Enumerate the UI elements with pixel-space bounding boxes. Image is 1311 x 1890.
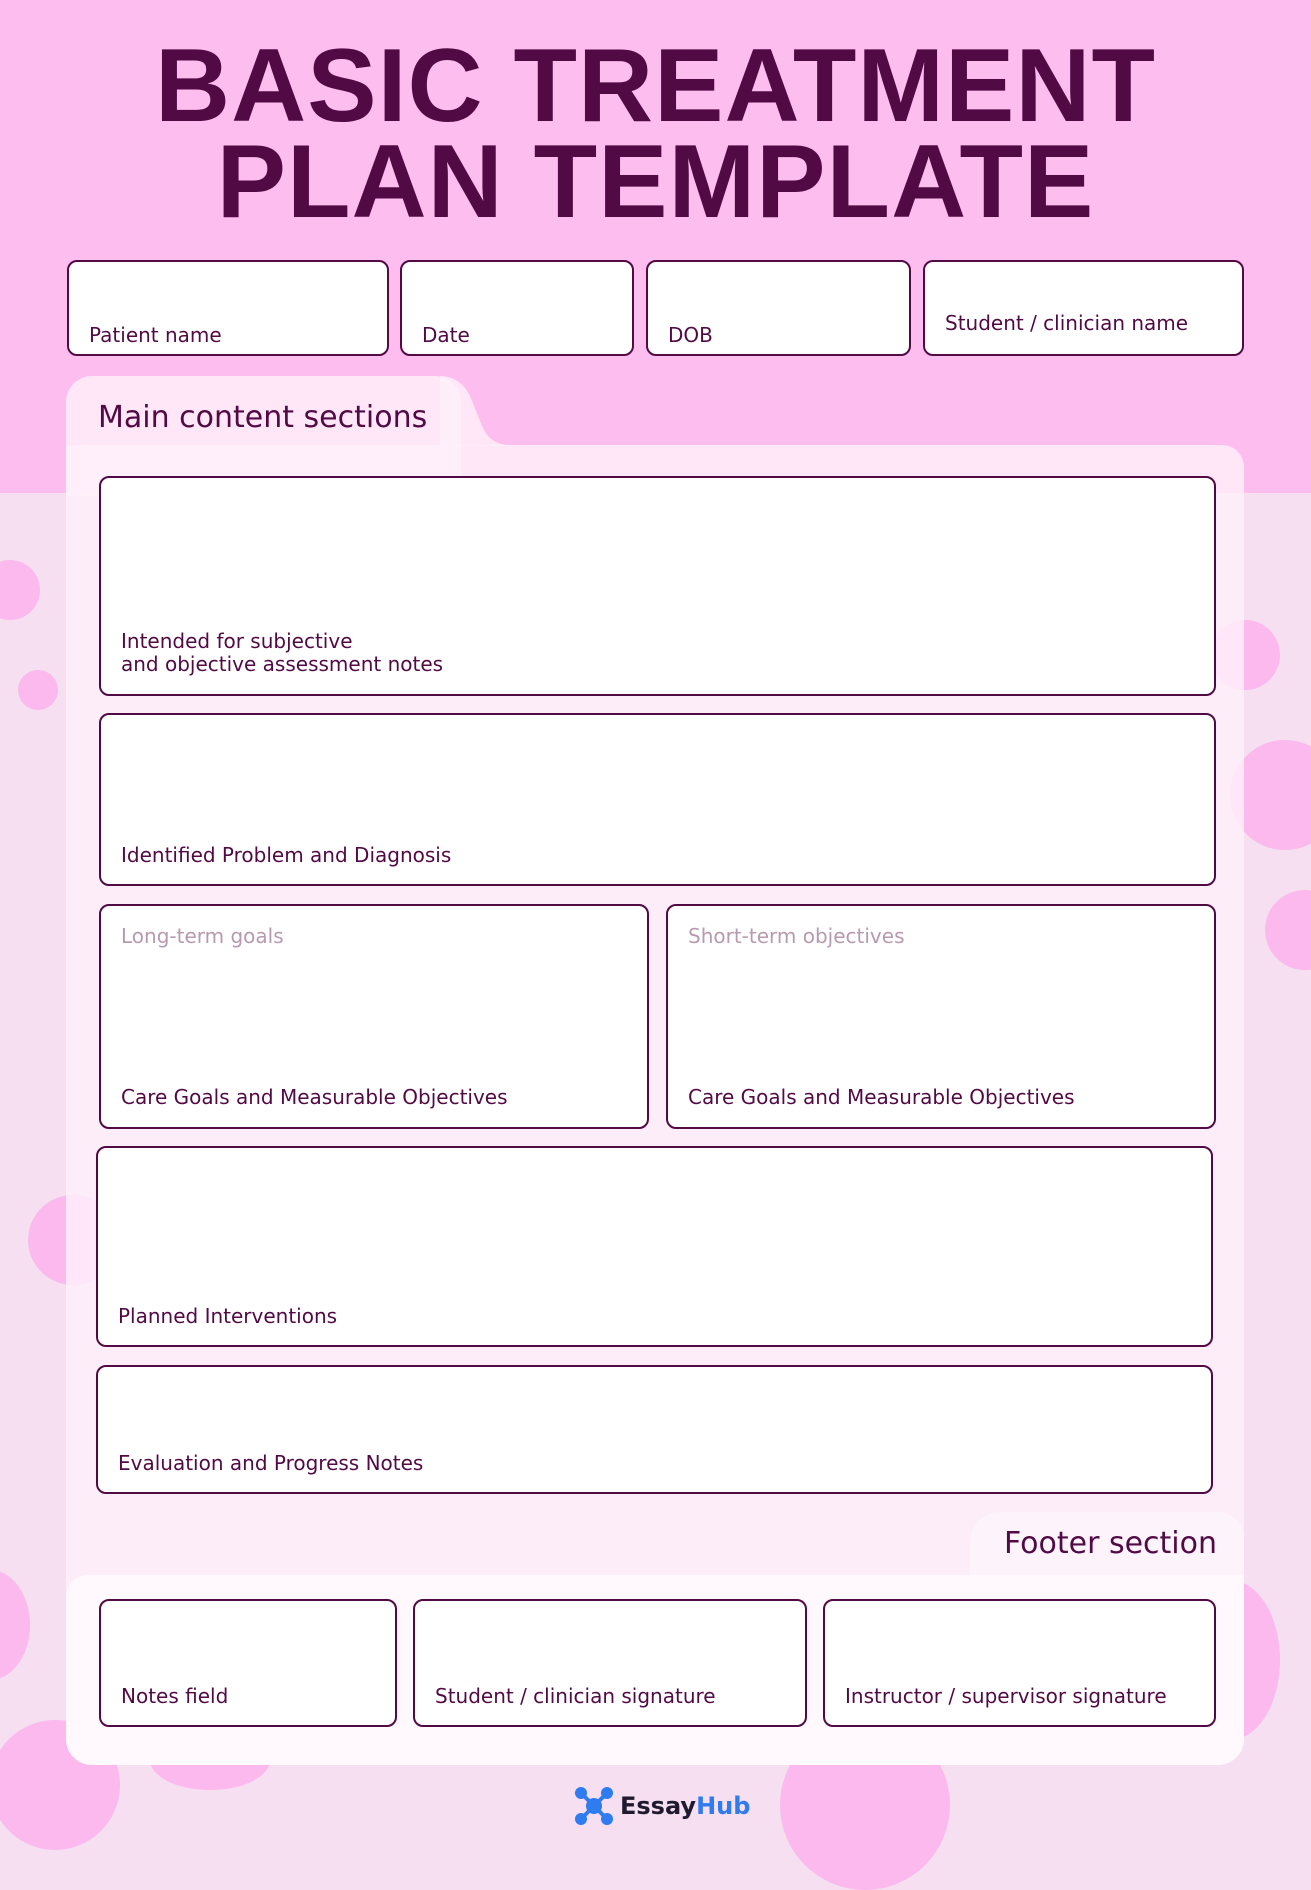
footer-heading: Footer section [1003,1526,1217,1561]
network-icon [574,1786,614,1826]
field-label: Identified Problem and Diagnosis [121,843,452,867]
decor-circle [0,560,40,620]
patient-name-field[interactable] [67,260,389,356]
date-field[interactable] [400,260,634,356]
field-label: DOB [668,323,713,347]
field-label: Instructor / supervisor signature [845,1684,1167,1708]
supervisor-signature-field[interactable] [823,1599,1216,1727]
field-label: Evaluation and Progress Notes [118,1451,424,1475]
logo-text-essay: Essay [620,1792,697,1820]
field-label: Patient name [89,323,222,347]
long-term-goals-field[interactable] [99,904,649,1129]
field-label: Planned Interventions [118,1304,338,1328]
field-placeholder: Long-term goals [121,924,284,948]
assessment-notes-field[interactable] [99,476,1216,696]
notes-field[interactable] [99,1599,397,1727]
main-heading: Main content sections [98,400,428,435]
field-label: Date [422,323,470,347]
logo-text-hub: Hub [696,1792,751,1820]
field-label: Notes field [121,1684,229,1708]
decor-circle [0,1570,30,1680]
clinician-name-field[interactable] [923,260,1244,356]
field-label: Student / clinician signature [435,1684,716,1708]
essayhub-logo [574,1786,750,1826]
field-label: Care Goals and Measurable Objectives [688,1085,1075,1109]
field-label: Student / clinician name [945,311,1189,335]
field-label: Intended for subjective and objective assessment notes [121,629,444,676]
field-placeholder: Short-term objectives [688,924,905,948]
interventions-field[interactable] [96,1146,1213,1347]
evaluation-notes-field[interactable] [96,1365,1213,1494]
decor-circle [1265,890,1311,970]
diagnosis-field[interactable] [99,713,1216,886]
tab-curve [440,376,510,446]
dob-field[interactable] [646,260,911,356]
field-label: Care Goals and Measurable Objectives [121,1085,508,1109]
decor-circle [18,670,58,710]
short-term-objectives-field[interactable] [666,904,1216,1129]
page-title: BASIC TREATMENT PLAN TEMPLATE [154,28,1157,240]
clinician-signature-field[interactable] [413,1599,807,1727]
